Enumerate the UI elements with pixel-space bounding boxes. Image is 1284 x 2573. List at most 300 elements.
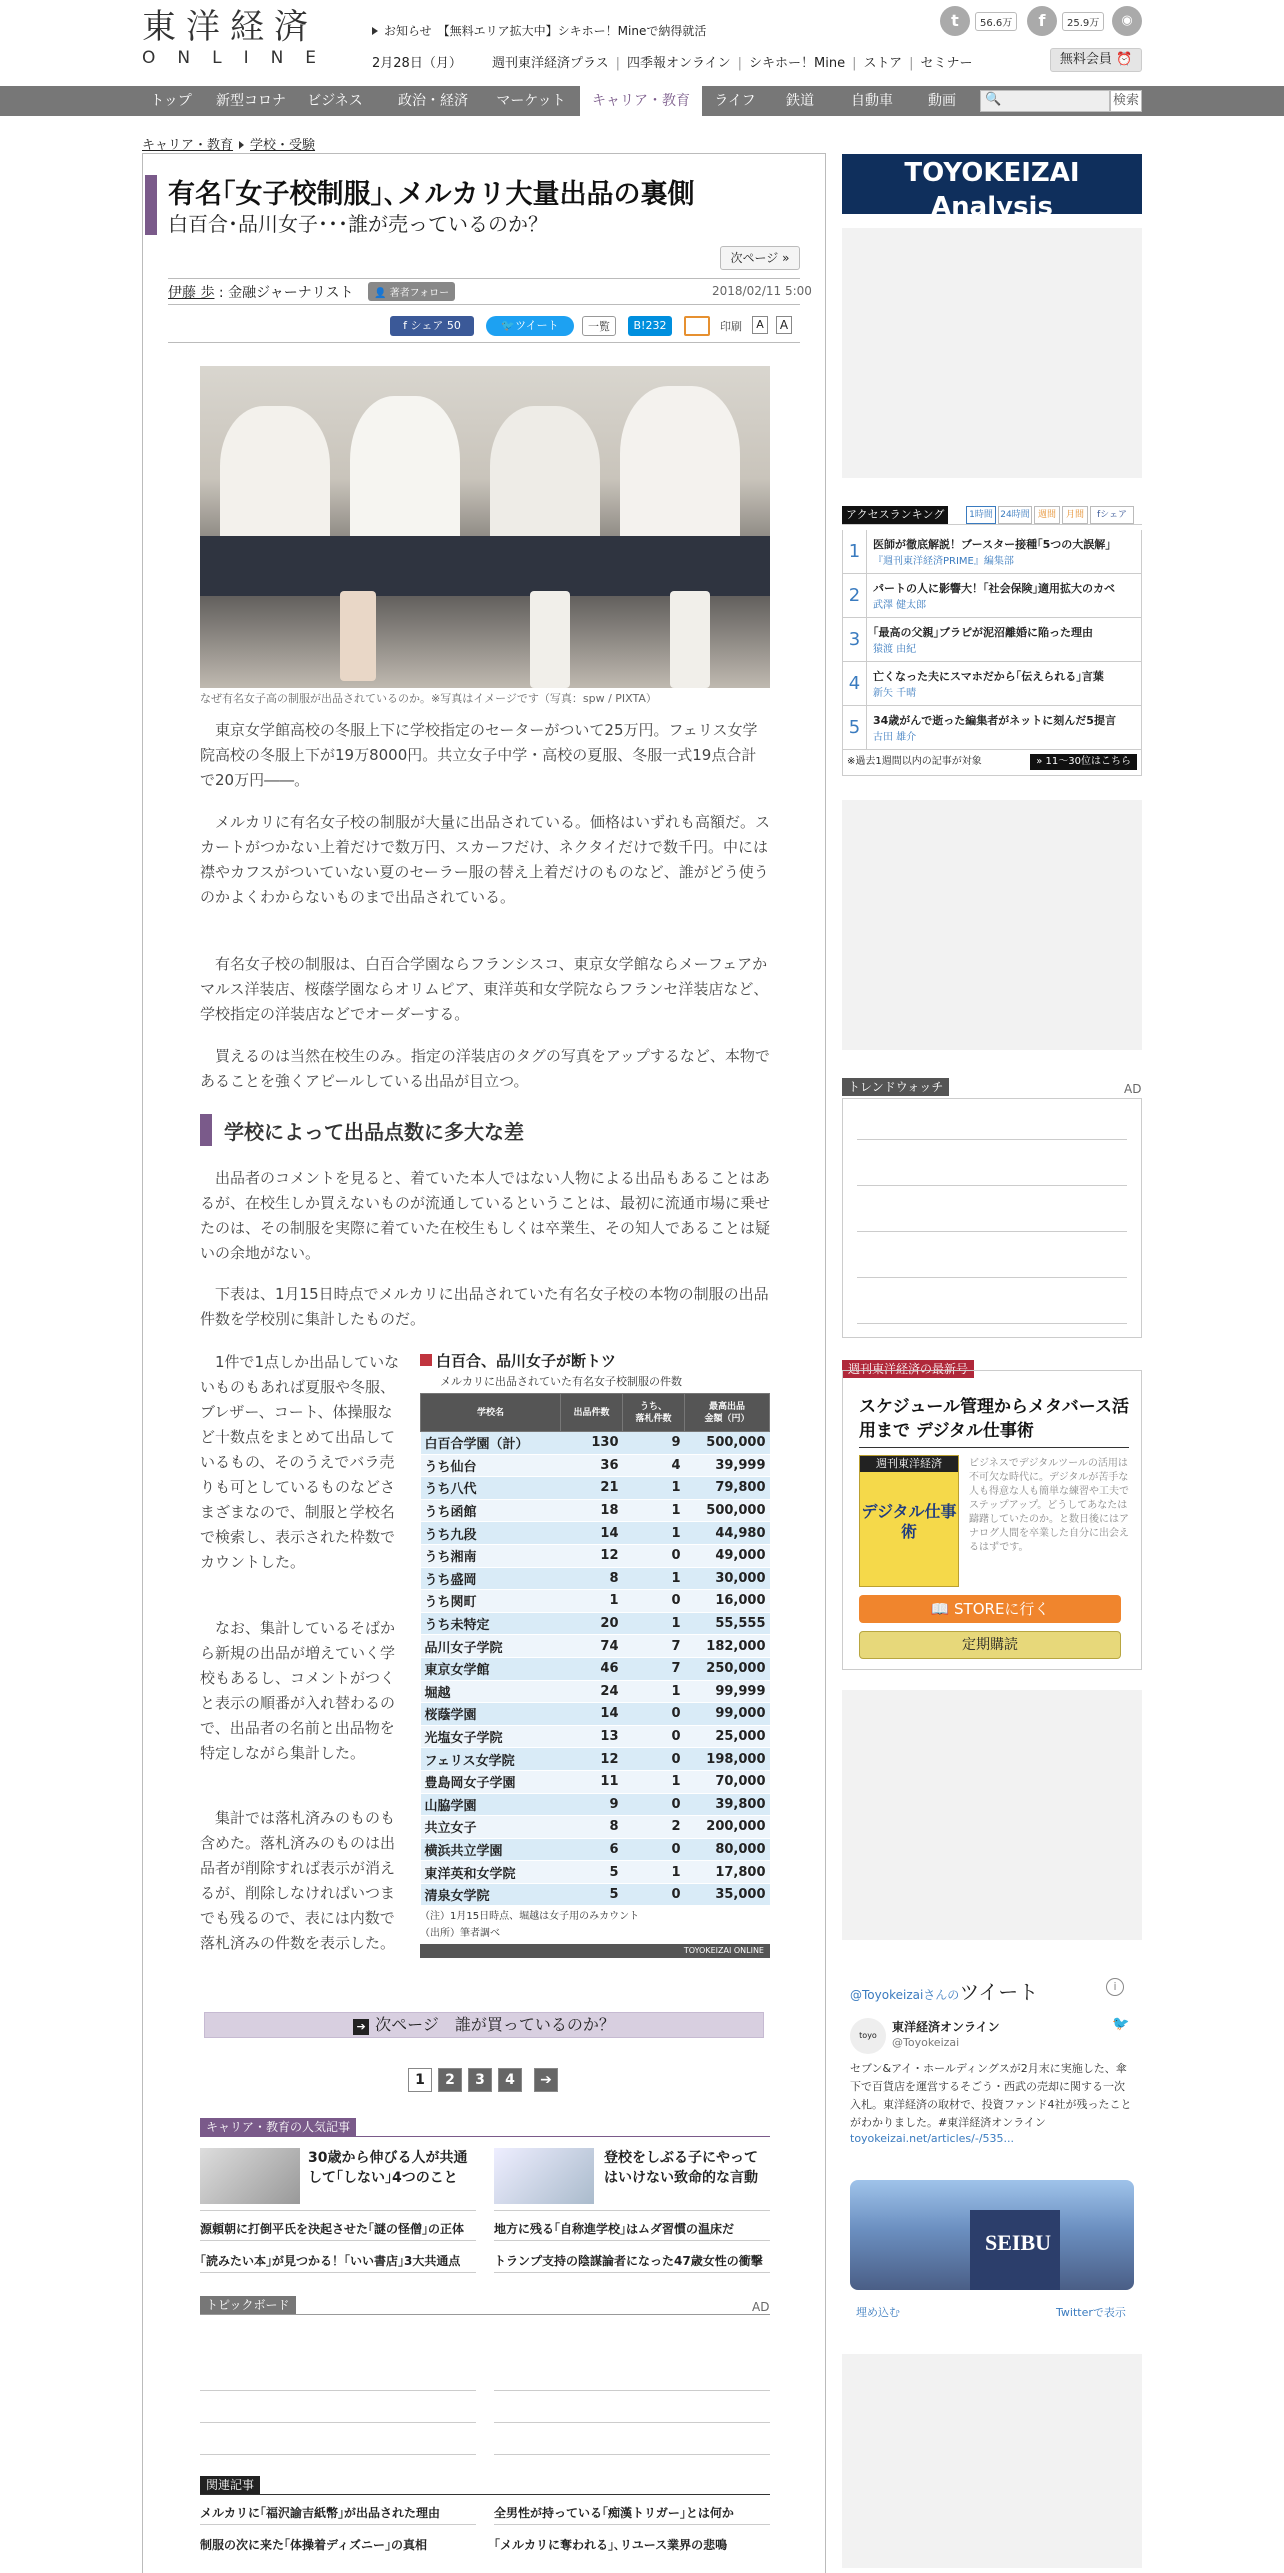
table-title [420, 1350, 770, 1371]
body-paragraph: 買えるのは当然在校生のみ。指定の洋装店のタグの写真をアップするなど、本物であることを強くアピールしている出品が目立つ。 [200, 1047, 770, 1090]
popular-link[interactable]: ｢読みたい本｣が見つかる！｢いい書店｣3大共通点 [200, 2254, 461, 2268]
cover-title: デジタル仕事術 [861, 1502, 957, 1541]
table-cell: 198,000 [685, 1748, 770, 1771]
divider [494, 2524, 770, 2525]
twitter-icon: 🐦 [1112, 2016, 1130, 2032]
table-row [421, 1544, 770, 1567]
publish-date: 2018/02/11 5:00 [712, 284, 812, 298]
tweet-header [850, 1976, 1038, 2005]
table-cell: 250,000 [685, 1657, 770, 1680]
nav-life[interactable]: ライフ [714, 93, 756, 109]
table-cell: 8 [561, 1816, 623, 1839]
photo-caption: なぜ有名女子高の制服が出品されているのか。※写真はイメージです（写真：spw / PIXTA） [200, 692, 657, 705]
table-cell: 12 [561, 1544, 623, 1567]
rank-author[interactable]: 古田 雄介 [873, 732, 917, 743]
free-member-button[interactable] [1050, 48, 1142, 72]
ranking-tab-month[interactable]: 月間 [1062, 506, 1088, 524]
divider [200, 2454, 476, 2455]
nav-railway[interactable]: 鉄道 [786, 93, 814, 109]
tweet-image[interactable] [850, 2180, 1134, 2290]
site-logo[interactable] [142, 7, 339, 70]
col-header: 出品件数 [561, 1394, 623, 1432]
table-cell: 99,999 [685, 1680, 770, 1703]
divider [859, 1447, 1129, 1448]
nav-video[interactable]: 動画 [928, 93, 956, 109]
sign-glyph: SEIBU [985, 2230, 1052, 2255]
section-heading [200, 1114, 770, 1146]
twitter-icon[interactable]: t [940, 6, 970, 36]
title-accent [145, 175, 157, 235]
divider [494, 2454, 770, 2455]
nav-politics[interactable]: 政治・経済 [398, 93, 468, 109]
rank-number: 4 [843, 662, 867, 705]
table-cell: 光塩女子学院 [421, 1725, 561, 1748]
divider [200, 2390, 476, 2391]
header-link-weekly-plus[interactable]: 週刊東洋経済プラス [492, 56, 609, 71]
rank-title[interactable]: パートの人に影響大！｢社会保険｣適用拡大のカベ [873, 582, 1115, 595]
nav-corona[interactable]: 新型コロナ [216, 93, 286, 109]
table-cell: 6 [561, 1838, 623, 1861]
table-cell: 品川女子学院 [421, 1635, 561, 1658]
data-table [420, 1393, 770, 1906]
magazine-cover[interactable] [859, 1455, 959, 1587]
body-paragraph: 下表は、1月15日時点でメルカリに出品されていた有名女子校の本物の制服の出品件数を学校別に集計したものだ。 [200, 1285, 769, 1328]
trend-watch-box [842, 1098, 1142, 1338]
divider [200, 2494, 770, 2495]
divider [168, 304, 800, 305]
divider [857, 1323, 1127, 1324]
table-cell: 8 [561, 1567, 623, 1590]
tweet-author-handle[interactable]: @Toyokeizai [892, 2036, 960, 2049]
article-title: 有名｢女子校制服｣､メルカリ大量出品の裏側 [168, 179, 695, 210]
divider [494, 2422, 770, 2423]
table-cell: うち八代 [421, 1477, 561, 1500]
nav-career[interactable]: キャリア・教育 [580, 86, 702, 116]
info-icon[interactable]: i [1106, 1978, 1124, 1996]
table-cell: 東京女学館 [421, 1657, 561, 1680]
table-cell: 1 [623, 1522, 685, 1545]
header-link-mine[interactable]: シキホー！Mine [749, 56, 846, 71]
fb-share-label: シェア [410, 319, 444, 332]
rank-number: 3 [843, 618, 867, 661]
divider [494, 2240, 770, 2241]
breadcrumb-career[interactable]: キャリア・教育 [142, 138, 234, 153]
table-row [421, 1883, 770, 1906]
header-notice[interactable] [372, 22, 706, 39]
table-row [421, 1522, 770, 1545]
table-cell: フェリス女学院 [421, 1748, 561, 1771]
avatar[interactable]: toyo [850, 2018, 886, 2054]
page-next-icon[interactable]: ➔ [534, 2068, 558, 2092]
heading-accent [200, 1114, 212, 1146]
table-cell: うち盛岡 [421, 1567, 561, 1590]
ranking-header [842, 506, 1142, 524]
triangle-icon [372, 27, 378, 35]
search-input[interactable] [980, 90, 1110, 112]
table-cell: 共立女子 [421, 1816, 561, 1839]
table-cell: 24 [561, 1680, 623, 1703]
nav-business[interactable]: ビジネス [307, 93, 363, 109]
table-cell: うち函館 [421, 1499, 561, 1522]
ad-label: AD [1124, 1082, 1142, 1096]
table-row [421, 1499, 770, 1522]
table-row [421, 1725, 770, 1748]
ranking-tab-1h[interactable]: 1時間 [966, 506, 996, 524]
table-cell: 1 [623, 1770, 685, 1793]
tweet-label: ツイート [959, 1980, 1039, 2004]
mail-icon[interactable] [684, 316, 710, 336]
twitter-count: 56.6万 [975, 12, 1017, 31]
ad-slot[interactable] [842, 2354, 1142, 2568]
popular-thumbnail[interactable] [494, 2148, 594, 2204]
ranking-label: アクセスランキング [842, 506, 948, 524]
table-cell: 7 [623, 1657, 685, 1680]
header-links: 週刊東洋経済プラス | 四季報オンライン | シキホー！Mine | ストア | セミナー [492, 56, 973, 71]
header-link-seminar[interactable]: セミナー [920, 56, 973, 71]
next-banner-text: 次ページ 誰が買っているのか？ [375, 2015, 615, 2034]
nav-auto[interactable]: 自動車 [851, 93, 893, 109]
cover-brand: 週刊東洋経済 [860, 1456, 958, 1472]
body-paragraph: なお、集計しているそばから新規の出品が増えていく学校もあるし、コメントがつくと表示の順番が入れ替わるので、出品者の名前と出品物を特定しながら集計した。 [200, 1619, 396, 1762]
divider [200, 2422, 476, 2423]
col-header: 学校名 [421, 1394, 561, 1432]
table-row [421, 1680, 770, 1703]
page-3[interactable]: 3 [468, 2068, 492, 2092]
popular-label: キャリア・教育の人気記事 [200, 2118, 356, 2136]
table-cell: 20 [561, 1612, 623, 1635]
font-large-button[interactable]: A [776, 316, 792, 334]
divider [168, 342, 800, 343]
table-cell: うち湘南 [421, 1544, 561, 1567]
table-row [421, 1748, 770, 1771]
popular-thumbnail[interactable] [200, 2148, 300, 2204]
book-icon: 📖 [930, 1600, 950, 1618]
clock-icon: ⏰ [1115, 52, 1133, 67]
article-photo [200, 366, 770, 688]
facebook-icon[interactable]: f [1027, 6, 1057, 36]
table-cell: 5 [561, 1883, 623, 1906]
ranking-tab-week[interactable]: 週間 [1034, 506, 1060, 524]
divider [200, 2524, 476, 2525]
ranking-item[interactable] [842, 618, 1142, 662]
table-cell: 白百合学園（計） [421, 1432, 561, 1455]
table-cell: 25,000 [685, 1725, 770, 1748]
rank-number: 2 [843, 574, 867, 617]
body-paragraph: 出品者のコメントを見ると、着ていた本人ではない人物による出品もあることはあるが、在校生しか買えないものが流通しているということは、最初に流通市場に乗せたのは、その制服を実際に着ていた在校生もしくは卒業生、その知人であることは疑いの余地がない。 [200, 1169, 771, 1262]
table-cell: 1 [623, 1680, 685, 1703]
store-button[interactable] [859, 1595, 1121, 1623]
table-cell: 0 [623, 1748, 685, 1771]
rank-number: 1 [843, 530, 867, 573]
related-link[interactable]: ｢メルカリに奪われる｣､リユース業界の悲鳴 [494, 2538, 728, 2552]
table-row [421, 1454, 770, 1477]
notice-prefix: お知らせ [384, 24, 432, 38]
ad-slot[interactable] [842, 800, 1142, 1050]
table-cell: 1 [561, 1590, 623, 1613]
analysis-ad-title: TOYOKEIZAI Analysis [904, 158, 1080, 222]
embed-link[interactable]: 埋め込む [856, 2306, 900, 2319]
ranking-item[interactable] [842, 706, 1142, 750]
hatena-bookmark-button[interactable] [628, 316, 672, 336]
table-cell: 74 [561, 1635, 623, 1658]
facebook-icon: f [1097, 510, 1101, 520]
body-paragraph: 集計では落札済みのものも含めた。落札済みのものは出品者が削除すれば表示が消えるが、削除しなければいつまでも残るので、表には内数で落札済みの件数を表示した。 [200, 1809, 396, 1952]
divider [200, 2272, 476, 2273]
table-cell: 200,000 [685, 1816, 770, 1839]
body-paragraph: 東京女学館高校の冬服上下に学校指定のセーターがついて25万円。フェリス女学院高校の冬服上下が19万8000円。共立女子中学・高校の夏服、冬服一式19点合計で20万円――。 [200, 721, 758, 789]
author-role: 金融ジャーナリスト [228, 285, 354, 301]
table-cell: 東洋英和女学院 [421, 1861, 561, 1884]
divider [168, 278, 800, 279]
topic-board-label: トピックボード [200, 2296, 296, 2314]
analysis-ad-banner[interactable] [842, 154, 1142, 222]
table-row [421, 1635, 770, 1658]
popular-link[interactable]: 地方に残る｢自称進学校｣はムダ習慣の温床だ [494, 2222, 735, 2236]
popular-link[interactable]: トランプ支持の陰謀論者になった47歳女性の衝撃 [494, 2254, 763, 2268]
table-cell: 13 [561, 1725, 623, 1748]
ranking-item[interactable] [842, 574, 1142, 618]
font-small-button[interactable]: A [752, 316, 768, 334]
ad-slot[interactable] [842, 228, 1142, 478]
ranking-tab-24h[interactable]: 24時間 [998, 506, 1032, 524]
facebook-share-button[interactable] [390, 316, 474, 336]
divider [200, 2210, 476, 2211]
table-cell: 11 [561, 1770, 623, 1793]
table-cell: 39,999 [685, 1454, 770, 1477]
rank-title[interactable]: 亡くなった夫にスマホだから｢伝えられる｣言葉 [873, 670, 1104, 683]
table-cell: 2 [623, 1816, 685, 1839]
byline: 伊藤 歩 : 金融ジャーナリスト [168, 285, 354, 301]
triangle-icon [239, 141, 244, 149]
table-cell: 0 [623, 1725, 685, 1748]
tweet-text: セブン&アイ・ホールディングスが2月末に実施した、傘下で百貨店を運営するそごう・西武の売却に関する一次入札。東洋経済の取材で、投資ファンド4社が残ったことがわかりました。#東洋経済オンライン [850, 2062, 1132, 2129]
table-cell: 30,000 [685, 1567, 770, 1590]
divider [494, 2210, 770, 2211]
magazine-label: 週刊東洋経済の最新号 [842, 1360, 974, 1378]
table-cell: 500,000 [685, 1432, 770, 1455]
table-cell: 1 [623, 1477, 685, 1500]
ranking-footer [842, 750, 1142, 776]
rank-title[interactable]: 医師が徹底解説！ブースター接種｢5つの大誤解｣ [873, 538, 1111, 551]
table-row [421, 1838, 770, 1861]
table-cell: 55,555 [685, 1612, 770, 1635]
table-row [421, 1477, 770, 1500]
rank-title[interactable]: 34歳がんで逝った編集者がネットに刻んだ5提言 [873, 714, 1116, 727]
related-link[interactable]: 制服の次に来た｢体操着ディズニー｣の真相 [200, 2538, 428, 2552]
breadcrumb-school[interactable]: 学校・受験 [250, 138, 316, 153]
tweet-button[interactable] [486, 316, 574, 336]
table-cell: 99,000 [685, 1703, 770, 1726]
header-link-store[interactable]: ストア [863, 56, 903, 71]
section-heading-text: 学校によって出品点数に多大な差 [224, 1120, 524, 1144]
arrow-right-icon: ➔ [353, 2019, 369, 2035]
author-follow-button[interactable] [368, 282, 455, 301]
magazine-title[interactable]: スケジュール管理からメタバース活用まで デジタル仕事術 [859, 1397, 1129, 1441]
table-cell: 1 [623, 1612, 685, 1635]
search-button[interactable]: 検索 [1110, 90, 1142, 112]
tweet-label: ツイート [515, 319, 559, 332]
page-4[interactable]: 4 [498, 2068, 522, 2092]
divider [842, 524, 1142, 525]
page-2[interactable]: 2 [438, 2068, 462, 2092]
page-1[interactable]: 1 [408, 2068, 432, 2092]
tweet-prefix[interactable]: @Toyokeizaiさんの [850, 1988, 960, 2002]
table-cell: 80,000 [685, 1838, 770, 1861]
table-cell: 山脇学園 [421, 1793, 561, 1816]
table-cell: 1 [623, 1861, 685, 1884]
table-cell: 横浜共立学園 [421, 1838, 561, 1861]
ranking-item[interactable] [842, 530, 1142, 574]
table-title-text: 白百合、品川女子が断トツ [436, 1352, 617, 1370]
popular-title[interactable]: 登校をしぶる子にやってはいけない致命的な言動 [604, 2150, 758, 2186]
logo-online: ONLINE [142, 48, 339, 68]
rank-author[interactable]: 『週刊東洋経済PRIME』編集部 [873, 556, 1014, 567]
popular-link[interactable]: 源頼朝に打倒平氏を決起させた｢謎の怪僧｣の正体 [200, 2222, 465, 2236]
tweet-list-button[interactable]: 一覧 [582, 316, 616, 336]
divider [200, 2136, 770, 2137]
facebook-icon: f [403, 319, 408, 332]
follow-label: 著者フォロー [389, 288, 450, 299]
table-row [421, 1567, 770, 1590]
table-cell: うち関町 [421, 1590, 561, 1613]
rank-author[interactable]: 武澤 健太郎 [873, 600, 927, 611]
divider [200, 2240, 476, 2241]
table-cell: 18 [561, 1499, 623, 1522]
table-cell: うち九段 [421, 1522, 561, 1545]
notice-text[interactable]: 【無料エリア拡大中】シキホー！Mineで納得就活 [443, 24, 707, 38]
table-cell: うち未特定 [421, 1612, 561, 1635]
latest-magazine-box [842, 1370, 1142, 1670]
table-row [421, 1612, 770, 1635]
nav-top[interactable]: トップ [150, 93, 192, 109]
table-cell: 0 [623, 1703, 685, 1726]
table-cell: うち仙台 [421, 1454, 561, 1477]
table-cell: 130 [561, 1432, 623, 1455]
header-link-shikiho[interactable]: 四季報オンライン [627, 56, 731, 71]
body-paragraph: 有名女子校の制服は、白百合学園ならフランシスコ、東京女学館ならメーフェアかマルス洋装店、桜蔭学園ならオリムピア、東洋英和女学院ならフランセ洋装店など、学校指定の洋装店などでオーダーする。 [200, 955, 769, 1023]
table-cell: 182,000 [685, 1635, 770, 1658]
search-icon: 🔍 [985, 92, 1002, 107]
table-cell: 500,000 [685, 1499, 770, 1522]
nav-market[interactable]: マーケット [496, 93, 566, 109]
table-cell: 堀越 [421, 1680, 561, 1703]
related-link[interactable]: 全男性が持っている｢痴漢トリガー｣とは何か [494, 2506, 734, 2520]
ad-label: AD [752, 2300, 770, 2314]
table-cell: 0 [623, 1838, 685, 1861]
table-cell: 49,000 [685, 1544, 770, 1567]
table-cell: 4 [623, 1454, 685, 1477]
table-cell: 16,000 [685, 1590, 770, 1613]
table-cell: 21 [561, 1477, 623, 1500]
table-cell: 5 [561, 1861, 623, 1884]
table-note: （注）1月15日時点、堀越は女子用のみカウント [420, 1911, 640, 1923]
table-cell: 豊島岡女子学園 [421, 1770, 561, 1793]
table-cell: 46 [561, 1657, 623, 1680]
facebook-count: 25.9万 [1062, 12, 1104, 31]
rank-author[interactable]: 猿渡 由紀 [873, 644, 917, 655]
table-cell: 1 [623, 1567, 685, 1590]
ranking-item[interactable] [842, 662, 1142, 706]
table-row [421, 1657, 770, 1680]
ranking-more-link[interactable]: » 11～30位はこちら [1030, 754, 1137, 770]
magazine-description: ビジネスでデジタルツールの活用は不可欠な時代に。デジタルが苦手な人も得意な人も簡単な練習や工夫でステップアップ。どうしてあなたは躊躇していたのか。と数日後にはアナログ人間を卒業した自分に出会えるはずです。 [969, 1458, 1129, 1553]
ranking-tab-share-label: シェア [1100, 510, 1127, 520]
related-link[interactable]: メルカリに｢福沢諭吉紙幣｣が出品された理由 [200, 2506, 441, 2520]
divider [200, 2314, 770, 2315]
divider [857, 1139, 1127, 1140]
divider [857, 1231, 1127, 1232]
divider [494, 2272, 770, 2273]
table-cell: 44,980 [685, 1522, 770, 1545]
next-page-button[interactable]: 次ページ » [720, 246, 800, 270]
related-label: 関連記事 [200, 2476, 260, 2494]
ranking-tab-share[interactable] [1090, 506, 1134, 524]
table-cell: 0 [623, 1590, 685, 1613]
free-member-label: 無料会員 [1059, 52, 1112, 67]
table-source: （出所）筆者調べ [420, 1928, 500, 1940]
table-cell: 0 [623, 1793, 685, 1816]
table-subtitle: メルカリに出品されていた有名女子校制服の件数 [440, 1375, 682, 1388]
rank-number: 5 [843, 706, 867, 749]
uniform-listing-table [420, 1350, 770, 1978]
tweet-link[interactable]: toyokeizai.net/articles/-/535... [850, 2132, 1015, 2145]
table-cell: 12 [561, 1748, 623, 1771]
square-icon [420, 1354, 432, 1366]
view-on-twitter-link[interactable]: Twitterで表示 [1056, 2306, 1126, 2319]
twitter-icon: 🐦 [501, 319, 516, 332]
ad-slot[interactable] [842, 1690, 1142, 1940]
person-icon: 👤 [374, 288, 387, 299]
tweet-author-name[interactable]: 東洋経済オンライン [892, 2020, 1000, 2034]
table-cell: 清泉女学院 [421, 1883, 561, 1906]
table-cell: 桜蔭学園 [421, 1703, 561, 1726]
popular-title[interactable]: 30歳から伸びる人が共通して｢しない｣4つのこと [308, 2150, 468, 2186]
table-cell: 9 [623, 1432, 685, 1455]
fb-share-count: 50 [446, 319, 461, 332]
next-page-banner[interactable] [204, 2012, 764, 2038]
table-row [421, 1703, 770, 1726]
article-subtitle: 白百合･品川女子･･･誰が売っているのか？ [168, 212, 548, 236]
header-date: 2月28日（月） [372, 56, 462, 71]
table-credit: TOYOKEIZAI ONLINE [420, 1944, 770, 1958]
print-button[interactable]: 印刷 [720, 320, 742, 333]
author-link[interactable]: 伊藤 歩 [168, 285, 215, 301]
body-paragraph: メルカリに有名女子校の制服が大量に出品されている。価格はいずれも高額だ。スカートがつかない上着だけで数万円、スカーフだけ、ネクタイだけで数千円。中には襟やカフスがついていない夏のセーラー服の替え上着だけのものなど、誰がどう使うのかよくわからないものまで出品されている。 [200, 813, 771, 906]
subscribe-button[interactable]: 定期購読 [859, 1631, 1121, 1659]
divider [857, 1185, 1127, 1186]
table-cell: 35,000 [685, 1883, 770, 1906]
col-header: うち、 落札件数 [623, 1394, 685, 1432]
table-row [421, 1770, 770, 1793]
col-header: 最高出品 金額（円） [685, 1394, 770, 1432]
body-paragraph: 1件で1点しか出品していないものもあれば夏服や冬服、ブレザー、コート、体操服など十数点をまとめて出品しているもの、そのうえでバラ売りも可としているものなどさまざまなので、制服と学校名で検索し、表示された枠数でカウントした。 [200, 1353, 400, 1571]
logo-kanji: 東洋経済 [142, 7, 318, 47]
breadcrumb [142, 134, 315, 153]
store-button-label: STOREに行く [954, 1600, 1050, 1618]
rss-icon[interactable]: ◉ [1112, 6, 1142, 36]
trend-watch-label: トレンドウォッチ [842, 1078, 949, 1096]
hatena-icon: B! [633, 319, 646, 332]
divider [857, 1277, 1127, 1278]
table-cell: 79,800 [685, 1477, 770, 1500]
table-cell: 7 [623, 1635, 685, 1658]
rank-author[interactable]: 新矢 千晴 [873, 688, 917, 699]
divider [494, 2390, 770, 2391]
rank-title[interactable]: ｢最高の父親｣ブラピが泥沼離婚に陥った理由 [873, 626, 1093, 639]
table-row [421, 1432, 770, 1455]
table-cell: 0 [623, 1544, 685, 1567]
table-row [421, 1861, 770, 1884]
